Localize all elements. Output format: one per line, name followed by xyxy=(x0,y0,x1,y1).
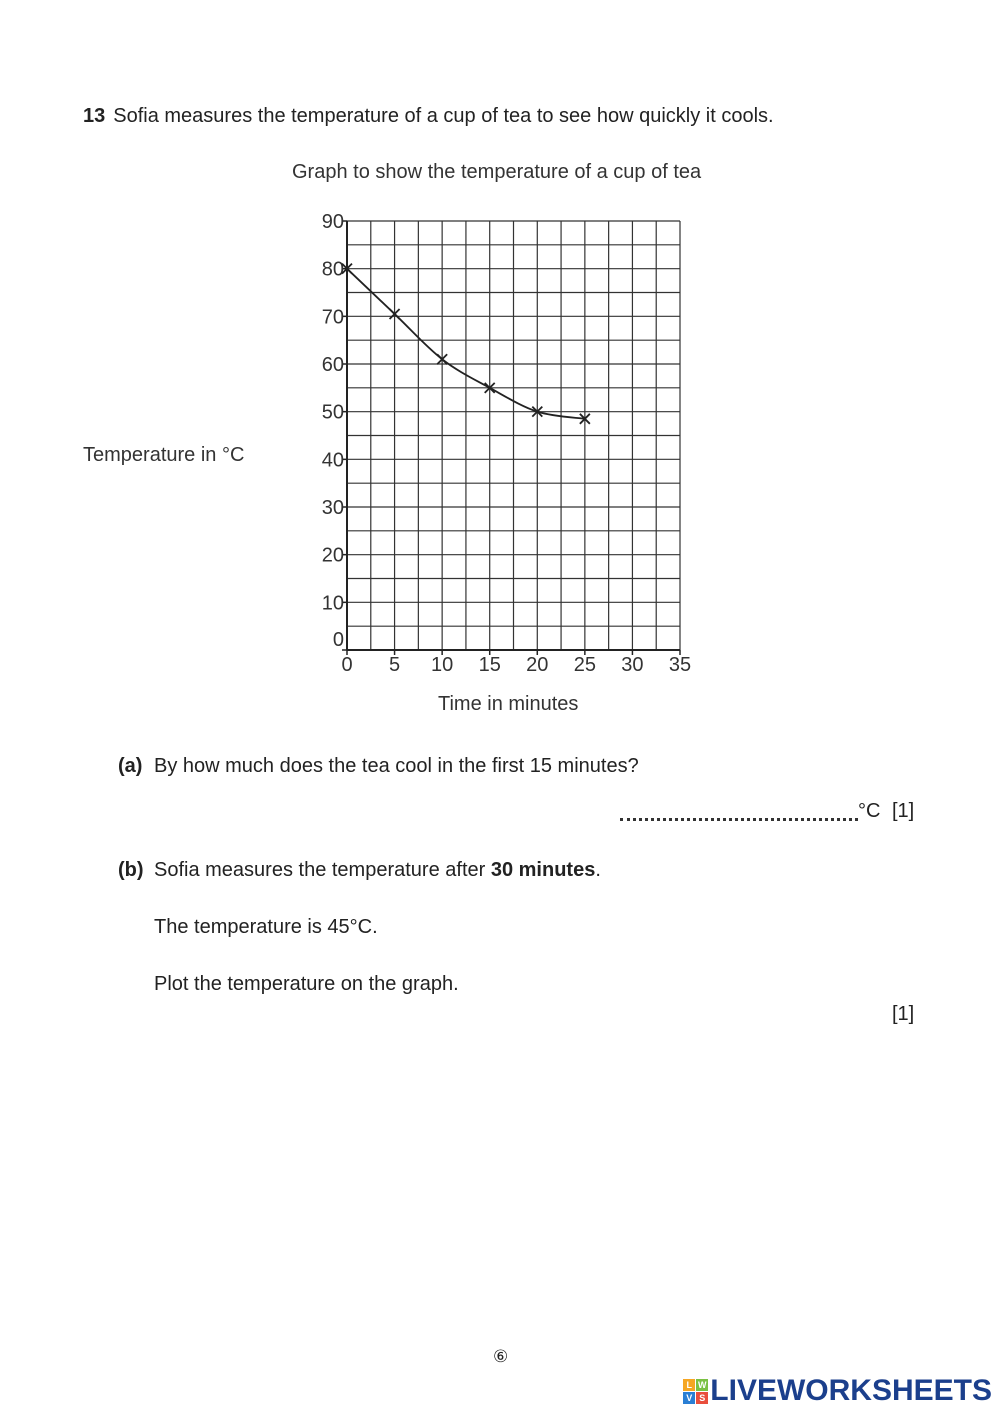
answer-a-input[interactable] xyxy=(620,818,858,821)
y-tick-label: 0 xyxy=(332,629,344,651)
part-b-line3: Plot the temperature on the graph. xyxy=(154,973,459,995)
x-tick-label: 5 xyxy=(389,654,401,676)
question-stem: Sofia measures the temperature of a cup of tea to see how quickly it cools. xyxy=(113,105,774,127)
part-a-question: By how much does the tea cool in the first 15 minutes? xyxy=(154,755,639,777)
x-tick-label: 30 xyxy=(621,654,644,676)
x-tick-label: 35 xyxy=(668,654,692,676)
y-tick-label: 40 xyxy=(321,449,344,472)
y-tick-label: 20 xyxy=(321,544,344,567)
brand-logo xyxy=(683,1374,992,1408)
part-a-marks: [1] xyxy=(892,800,915,822)
part-b-text: Sofia measures the temperature after xyxy=(154,859,491,881)
chart-title: Graph to show the temperature of a cup of tea xyxy=(292,161,702,183)
x-tick-label: 25 xyxy=(573,654,596,676)
part-b-marks: [1] xyxy=(892,1003,915,1025)
part-b-line2: The temperature is 45°C. xyxy=(154,916,378,938)
y-tick-label: 60 xyxy=(321,354,344,376)
y-axis-label: Temperature in °C xyxy=(83,444,245,466)
part-a-label: (a) xyxy=(118,755,143,777)
brand-name: LIVEWORKSHEETS xyxy=(710,1374,992,1407)
page-number: ⑥ xyxy=(493,1347,509,1366)
y-tick-label: 80 xyxy=(321,258,344,281)
brand-icon xyxy=(683,1379,708,1404)
part-b-end: . xyxy=(595,859,601,881)
x-tick-label: 15 xyxy=(478,654,501,676)
y-tick-label: 30 xyxy=(321,497,344,519)
x-tick-label: 0 xyxy=(341,654,353,676)
part-b-bold: 30 minutes xyxy=(490,859,596,881)
part-a xyxy=(118,755,639,778)
brand-icon-letter: V xyxy=(683,1392,695,1404)
x-tick-label: 10 xyxy=(431,654,454,676)
part-b xyxy=(118,859,601,882)
x-tick-label: 20 xyxy=(526,654,549,676)
part-b-label: (b) xyxy=(118,859,144,881)
brand-icon-letter: W xyxy=(698,1379,707,1390)
question-number: 13 xyxy=(83,105,106,127)
x-axis-label: Time in minutes xyxy=(438,693,579,715)
brand-icon-letter: L xyxy=(683,1379,695,1391)
answer-a-unit: °C xyxy=(858,800,881,822)
y-tick-label: 50 xyxy=(321,401,344,424)
y-tick-label: 90 xyxy=(321,211,344,233)
y-tick-label: 10 xyxy=(321,592,344,615)
brand-icon-letter: S xyxy=(696,1392,708,1404)
y-tick-label: 70 xyxy=(321,306,344,329)
